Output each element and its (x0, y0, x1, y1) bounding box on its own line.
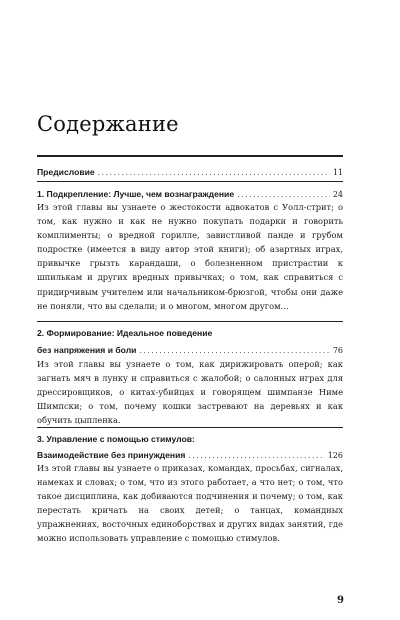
toc-entry-page: 11 (332, 168, 343, 177)
toc-entry-page: 126 (327, 451, 343, 460)
divider (37, 427, 343, 428)
toc-entry-chapter-2 (37, 344, 343, 356)
toc-entry-chapter-2-title: 2. Формирование: Идеальное поведение (37, 328, 213, 338)
toc-entry-preface (37, 166, 343, 178)
page-title: Содержание (37, 112, 179, 136)
dot-leader (139, 344, 329, 356)
toc-entry-title: Взаимодействие без принуждения (37, 450, 186, 460)
toc-entry-title: 1. Подкрепление: Лучше, чем вознаграждение (37, 189, 235, 199)
page-number: 9 (337, 595, 344, 606)
toc-entry-description: Из этой главы вы узнаете о приказах, командах, просьбах, сигналах, намеках и словах; о том, что из этого работает, а что нет; о том, что такое дисциплина, как добиваются подчинения и почему; о том, как перестать кричать на своих детей; о танцах, командных упражнениях, восточных единоборствах и других видах занятий, где можно использовать управление с помощью стимулов. (37, 463, 343, 544)
divider (37, 155, 343, 157)
dot-leader (188, 449, 324, 461)
divider (37, 321, 343, 322)
toc-entry-page: 24 (332, 190, 343, 199)
toc-entry-chapter-3 (37, 449, 343, 461)
toc-entry-chapter-1 (37, 188, 343, 200)
toc-entry-chapter-3-title: 3. Управление с помощью стимулов: (37, 434, 195, 444)
toc-entry-description: Из этой главы вы узнаете о том, как дирижировать оперой; как загнать мяч в лунку и справиться с жалобой; о салонных играх для дрессировщиков, о китах-убийцах и говорящем шимпанзе Ниме Шимпски; о том, почему кошки застревают на деревьях и как обучить цыпленка. (37, 359, 343, 426)
toc-entry-page: 76 (332, 346, 343, 355)
toc-entry-title: без напряжения и боли (37, 345, 137, 355)
dot-leader (237, 188, 330, 200)
divider (37, 181, 343, 182)
toc-entry-title: Предисловие (37, 167, 95, 177)
toc-entry-description: Из этой главы вы узнаете о жестокости адвокатов с Уолл-стрит; о том, как нужно и как не нужно покупать подарки и говорить комплименты; о вредной горилле, завистливой панде и грубом подростке (имеется в виду автор этой книги); об азартных играх, привычке грызть карандаши, о болезненном пристрастии к шпилькам и других вредных привычках; о том, как справиться с придирчивым учителем или начальником-брюзгой, чтобы они даже не поняли, что вы сделали; и о многом, многом другом… (37, 202, 343, 311)
dot-leader (98, 166, 330, 178)
